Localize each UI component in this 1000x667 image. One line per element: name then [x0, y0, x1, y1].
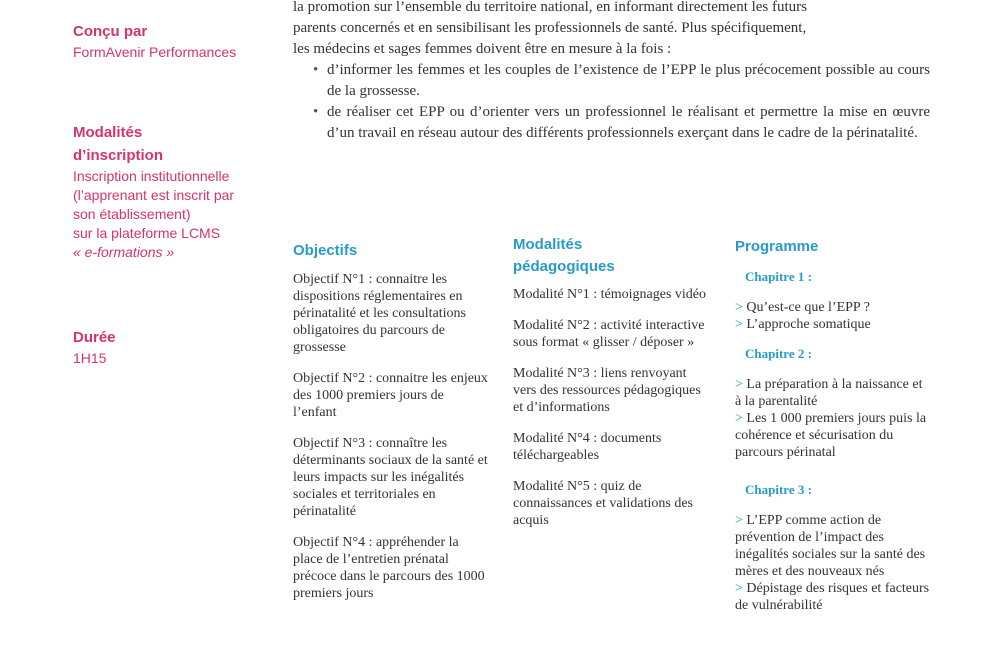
inscription-platform: « e-formations »: [73, 244, 175, 260]
programme-heading: Programme: [735, 238, 819, 255]
arrow-icon: >: [735, 317, 743, 332]
chapter-item: > L’approche somatique: [735, 317, 871, 332]
intro-line: parents concernés et en sensibilisant les professionnels de santé. Plus spécifiquement,: [293, 20, 807, 36]
objectif-item: Objectif N°4 : appréhender la place de l’entretien prénatal précoce dans le parcours des 1000 premiers jours: [293, 535, 485, 601]
inscription-line: sur la plateforme LCMS: [73, 225, 221, 241]
objectif-item: Objectif N°3 : connaître les déterminants sociaux de la santé et leurs impacts sur les inégalités sociales et territoriales en périnatalité: [293, 436, 488, 519]
arrow-icon: >: [735, 513, 743, 528]
chapter-title: Chapitre 3 :: [745, 482, 812, 497]
objectifs-heading: Objectifs: [293, 242, 358, 259]
inscription-line: Inscription institutionnelle: [73, 168, 230, 184]
intro-bullet-text: de réaliser cet EPP ou d’orienter vers un professionnel le réalisant et permettre la mise en œuvre d’un travail en réseau autour des différents professionnels exerçant dans le cadre de la périnatalité.: [327, 104, 930, 141]
modalites-inscription-heading-2: d’inscription: [73, 147, 163, 164]
intro-line: les médecins et sages femmes doivent être en mesure à la fois :: [293, 41, 672, 57]
objectifs-list: [293, 271, 490, 616]
arrow-icon: >: [735, 300, 743, 315]
programme-list: [735, 268, 930, 614]
modalite-item: Modalité N°2 : activité interactive sous format « glisser / déposer »: [513, 318, 705, 350]
objectif-item: Objectif N°2 : connaitre les enjeux des 1000 premiers jours de l’enfant: [293, 371, 488, 420]
modalite-item: Modalité N°1 : témoignages vidéo: [513, 287, 707, 302]
chapter-item: > Les 1 000 premiers jours puis la cohérence et sécurisation du parcours périnatal: [735, 411, 927, 460]
modalite-item: Modalité N°5 : quiz de connaissances et validations des acquis: [513, 479, 694, 528]
intro-line: la promotion sur l’ensemble du territoire national, en informant directement les futurs: [293, 0, 808, 15]
bullet-icon: •: [313, 104, 319, 120]
duree-section: [73, 326, 283, 368]
chapter-item: > La préparation à la naissance et à la parentalité: [735, 377, 923, 409]
intro-bullet: [293, 60, 930, 102]
concu-section: [73, 20, 283, 62]
inscription-line: son établissement): [73, 206, 191, 222]
modalites-inscription-heading-1: Modalités: [73, 124, 143, 141]
chapter-item: > Qu’est-ce que l’EPP ?: [735, 300, 870, 315]
chapter-item: > L’EPP comme action de prévention de l’impact des inégalités sociales sur la santé des mères et des nouveaux nés: [735, 513, 926, 579]
duree-heading: Durée: [73, 329, 116, 346]
modalites-heading: [513, 234, 615, 278]
arrow-icon: >: [735, 581, 743, 596]
modalite-item: Modalité N°4 : documents téléchargeables: [513, 431, 662, 463]
arrow-icon: >: [735, 377, 743, 392]
chapter-item: > Dépistage des risques et facteurs de vulnérabilité: [735, 581, 930, 613]
objectif-item: Objectif N°1 : connaitre les dispositions réglementaires en périnatalité et les consultations obligatoires du parcours de grossesse: [293, 272, 467, 355]
concu-heading: Conçu par: [73, 23, 148, 40]
chapter-title: Chapitre 1 :: [745, 269, 812, 284]
intro-bullet-text: d’informer les femmes et les couples de l’existence de l’EPP le plus précocement possible au cours de la grossesse.: [327, 62, 930, 99]
inscription-line: (l’apprenant est inscrit par: [73, 187, 235, 203]
intro-bullet-list: [293, 60, 930, 144]
modalites-heading-line: Modalités: [513, 236, 583, 253]
intro-text: [293, 0, 930, 144]
inscription-section: [73, 121, 283, 262]
modalites-list: [513, 286, 708, 543]
arrow-icon: >: [735, 411, 743, 426]
duree-value: 1H15: [73, 350, 107, 366]
intro-bullet: [293, 102, 930, 144]
concu-value: FormAvenir Performances: [73, 44, 237, 60]
chapter-title: Chapitre 2 :: [745, 346, 812, 361]
modalites-heading-line: pédagogiques: [513, 258, 615, 275]
modalite-item: Modalité N°3 : liens renvoyant vers des ressources pédagogiques et d’informations: [513, 366, 701, 415]
bullet-icon: •: [313, 62, 319, 78]
